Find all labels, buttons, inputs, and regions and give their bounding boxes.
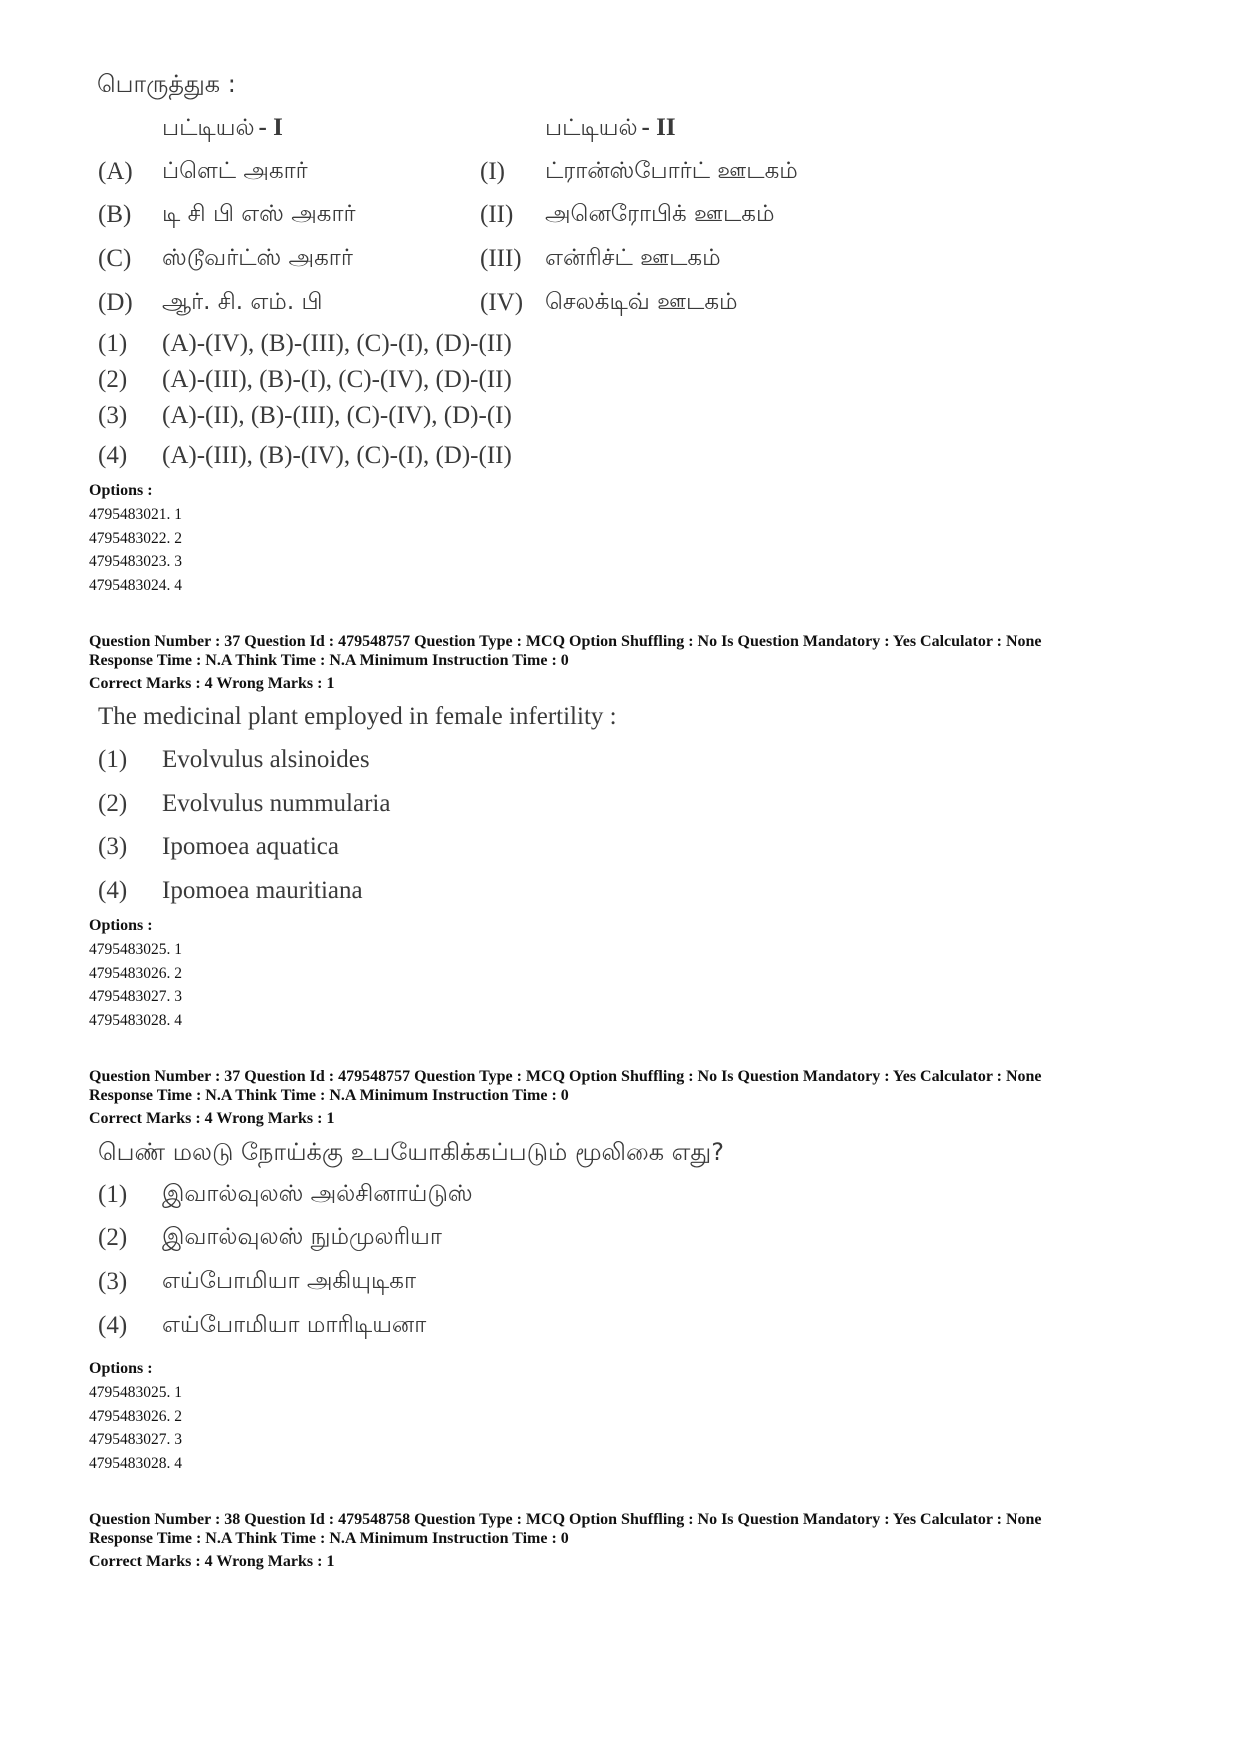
- row-right-text: ட்ரான்ஸ்போர்ட் ஊடகம்: [545, 158, 798, 184]
- choice-number: (2): [98, 790, 128, 817]
- choice-text: இவால்வுலஸ் நும்முலரியா: [162, 1224, 442, 1250]
- choice-number: (2): [98, 366, 128, 393]
- question-timing: Response Time : N.A Think Time : N.A Minimum Instruction Time : 0: [89, 1530, 569, 1547]
- row-right-text: என்ரிச்ட் ஊடகம்: [545, 245, 721, 271]
- option-id: 4795483021. 1: [89, 506, 182, 523]
- options-label: Options :: [89, 1360, 153, 1377]
- choice-number: (3): [98, 402, 128, 429]
- choice-text: (A)-(III), (B)-(I), (C)-(IV), (D)-(II): [162, 366, 512, 393]
- row-right-text: செலக்டிவ் ஊடகம்: [545, 289, 738, 315]
- question-timing: Response Time : N.A Think Time : N.A Minimum Instruction Time : 0: [89, 1087, 569, 1104]
- option-id: 4795483023. 3: [89, 553, 182, 570]
- choice-number: (3): [98, 833, 128, 860]
- option-id: 4795483022. 2: [89, 530, 182, 547]
- choice-number: (4): [98, 1312, 128, 1339]
- choice-text: எய்போமியா மாரிடியனா: [162, 1312, 427, 1338]
- choice-text: (A)-(II), (B)-(III), (C)-(IV), (D)-(I): [162, 402, 512, 429]
- row-right-key: (II): [480, 201, 514, 228]
- question-marks: Correct Marks : 4 Wrong Marks : 1: [89, 1110, 335, 1127]
- list-2-suffix: - II: [641, 114, 676, 141]
- choice-text: Evolvulus alsinoides: [162, 746, 370, 773]
- choice-number: (3): [98, 1268, 128, 1295]
- question-marks: Correct Marks : 4 Wrong Marks : 1: [89, 675, 335, 692]
- row-left-text: ஸ்டூவர்ட்ஸ் அகார்: [162, 245, 353, 271]
- question-meta: Question Number : 38 Question Id : 479548758 Question Type : MCQ Option Shuffling : No Is Question Mandatory : Yes Calculator : None: [89, 1511, 1042, 1528]
- row-left-text: ப்ளெட் அகார்: [162, 158, 308, 184]
- row-left-text: ஆர். சி. எம். பி: [162, 289, 323, 315]
- option-id: 4795483027. 3: [89, 1431, 182, 1448]
- row-right-key: (I): [480, 158, 505, 185]
- list-1-suffix: - I: [258, 114, 283, 141]
- list-2-label: பட்டியல்: [545, 115, 638, 141]
- question-stem: பெண் மலடு நோய்க்கு உபயோகிக்கப்படும் மூலிகை எது?: [98, 1138, 724, 1166]
- option-id: 4795483028. 4: [89, 1012, 182, 1029]
- choice-text: Evolvulus nummularia: [162, 790, 391, 817]
- choice-text: எய்போமியா அகியுடிகா: [162, 1268, 416, 1294]
- row-right-key: (IV): [480, 289, 524, 316]
- choice-text: Ipomoea aquatica: [162, 833, 339, 860]
- option-id: 4795483025. 1: [89, 941, 182, 958]
- choice-number: (4): [98, 442, 128, 469]
- option-id: 4795483026. 2: [89, 1408, 182, 1425]
- choice-number: (1): [98, 746, 128, 773]
- choice-number: (2): [98, 1224, 128, 1251]
- option-id: 4795483028. 4: [89, 1455, 182, 1472]
- choice-text: Ipomoea mauritiana: [162, 877, 363, 904]
- option-id: 4795483025. 1: [89, 1384, 182, 1401]
- choice-number: (1): [98, 1181, 128, 1208]
- option-id: 4795483027. 3: [89, 988, 182, 1005]
- row-right-text: அனெரோபிக் ஊடகம்: [545, 201, 775, 227]
- row-left-key: (B): [98, 201, 132, 228]
- question-meta: Question Number : 37 Question Id : 479548757 Question Type : MCQ Option Shuffling : No Is Question Mandatory : Yes Calculator : None: [89, 1068, 1042, 1085]
- question-marks: Correct Marks : 4 Wrong Marks : 1: [89, 1553, 335, 1570]
- row-left-key: (A): [98, 158, 133, 185]
- row-left-key: (D): [98, 289, 133, 316]
- choice-text: (A)-(IV), (B)-(III), (C)-(I), (D)-(II): [162, 330, 512, 357]
- choice-text: இவால்வுலஸ் அல்சினாய்டுஸ்: [162, 1181, 473, 1207]
- row-right-key: (III): [480, 245, 522, 272]
- choice-number: (1): [98, 330, 128, 357]
- question-stem: The medicinal plant employed in female infertility :: [98, 703, 617, 730]
- list-2-heading: [545, 114, 676, 144]
- question-stem: பொருத்துக :: [97, 70, 236, 98]
- choice-text: (A)-(III), (B)-(IV), (C)-(I), (D)-(II): [162, 442, 512, 469]
- options-label: Options :: [89, 482, 153, 499]
- option-id: 4795483024. 4: [89, 577, 182, 594]
- choice-number: (4): [98, 877, 128, 904]
- list-1-heading: [162, 114, 283, 144]
- row-left-text: டி சி பி எஸ் அகார்: [162, 201, 356, 227]
- row-left-key: (C): [98, 245, 132, 272]
- options-label: Options :: [89, 917, 153, 934]
- question-meta: Question Number : 37 Question Id : 479548757 Question Type : MCQ Option Shuffling : No Is Question Mandatory : Yes Calculator : None: [89, 633, 1042, 650]
- option-id: 4795483026. 2: [89, 965, 182, 982]
- list-1-label: பட்டியல்: [162, 115, 255, 141]
- question-timing: Response Time : N.A Think Time : N.A Minimum Instruction Time : 0: [89, 652, 569, 669]
